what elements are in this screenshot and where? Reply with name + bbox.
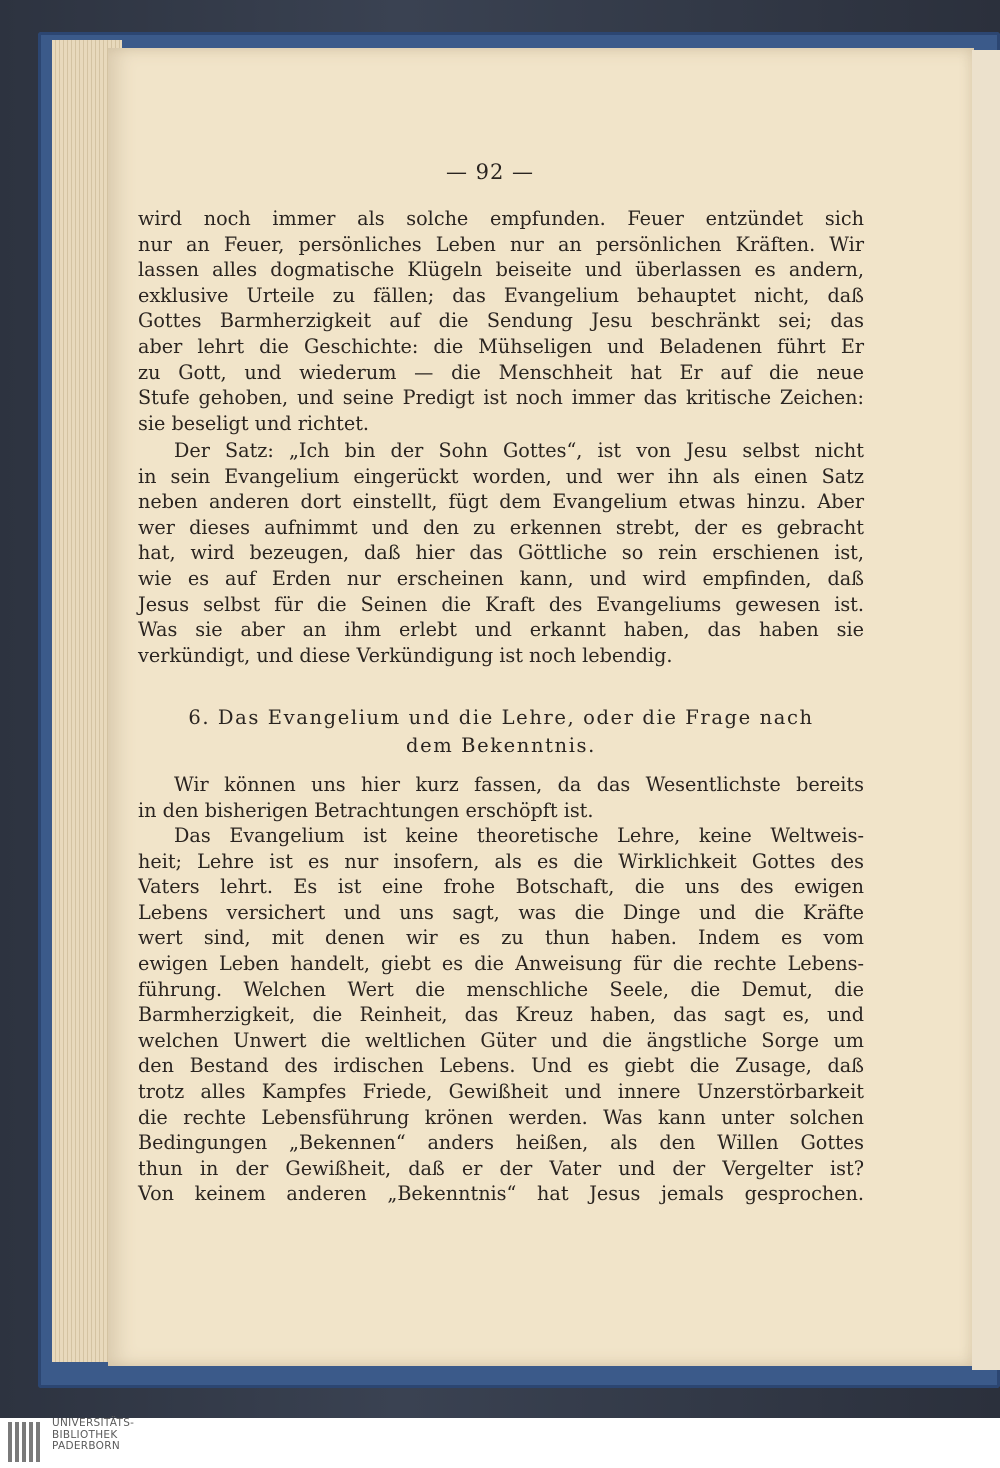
paragraph-1 xyxy=(138,206,864,436)
library-name-line: BIBLIOTHEK xyxy=(52,1428,118,1441)
text-line: führung. Welchen Wert die menschliche Seele, die Demut, die xyxy=(138,977,864,1001)
paragraph-3 xyxy=(138,772,864,823)
text-line: wie es auf Erden nur erscheinen kann, und wird empfinden, daß xyxy=(138,566,864,590)
text-line: nur an Feuer, persönliches Leben nur an persönlichen Kräften. Wir xyxy=(138,232,864,256)
text-line: Barmherzigkeit, die Reinheit, das Kreuz haben, das sagt es, und xyxy=(138,1003,864,1027)
paragraph-4 xyxy=(138,823,864,1207)
text-line: wer dieses aufnimmt und den zu erkennen strebt, der es gebracht xyxy=(138,515,864,539)
text-line: Bedingungen „Bekennen“ anders heißen, als den Willen Gottes xyxy=(138,1131,864,1155)
library-logo-icon xyxy=(6,1420,46,1464)
text-line: Was sie aber an ihm erlebt und erkannt haben, das haben sie xyxy=(138,618,864,642)
text-line: lassen alles dogmatische Klügeln beiseite und überlassen es andern, xyxy=(138,258,864,282)
text-line: wird noch immer als solche empfunden. Feuer entzündet sich xyxy=(138,207,864,230)
library-name xyxy=(52,1418,134,1453)
text-line: sie beseligt und richtet. xyxy=(138,411,370,435)
facing-page-edge xyxy=(972,50,1000,1370)
page-number: — 92 — xyxy=(445,160,535,184)
text-line: exklusive Urteile zu fällen; das Evangelium behauptet nicht, daß xyxy=(138,283,864,307)
text-line: Wir können uns hier kurz fassen, da das Wesentlichste bereits xyxy=(174,773,864,796)
text-line: in sein Evangelium eingerückt worden, und wer ihn als einen Satz xyxy=(138,464,864,488)
text-line: Vaters lehrt. Es ist eine frohe Botschaft, die uns des ewigen xyxy=(138,875,864,899)
text-line: aber lehrt die Geschichte: die Mühseligen und Beladenen führt Er xyxy=(138,334,864,358)
text-line: zu Gott, und wiederum — die Menschheit hat Er auf die neue xyxy=(138,360,864,384)
text-line: die rechte Lebensführung krönen werden. Was kann unter solchen xyxy=(138,1105,864,1129)
text-line: Gottes Barmherzigkeit auf die Sendung Jesu beschränkt sei; das xyxy=(138,309,864,333)
heading-line-2: dem Bekenntnis. xyxy=(406,734,596,757)
text-line: hat, wird bezeugen, daß hier das Göttliche so rein erschienen ist, xyxy=(138,541,864,565)
section-heading xyxy=(138,704,864,760)
footer-bar xyxy=(0,1418,1000,1468)
text-line: heit; Lehre ist es nur insofern, als es die Wirklichkeit Gottes des xyxy=(138,849,864,873)
text-line: wert sind, mit denen wir es zu thun haben. Indem es vom xyxy=(138,926,864,950)
text-line: den Bestand des irdischen Lebens. Und es giebt die Zusage, daß xyxy=(138,1054,864,1078)
text-line: trotz alles Kampfes Friede, Gewißheit und innere Unzerstörbarkeit xyxy=(138,1079,864,1103)
text-line: welchen Unwert die weltlichen Güter und die ängstliche Sorge um xyxy=(138,1028,864,1052)
text-line: Stufe gehoben, und seine Predigt ist noch immer das kritische Zeichen: xyxy=(138,386,864,410)
text-line: ewigen Leben handelt, giebt es die Anweisung für die rechte Lebens- xyxy=(138,951,864,975)
text-line: Das Evangelium ist keine theoretische Lehre, keine Weltweis- xyxy=(174,824,864,847)
text-line: Von keinem anderen „Bekenntnis“ hat Jesus jemals gesprochen. xyxy=(138,1182,864,1206)
paragraph-2 xyxy=(138,438,864,668)
text-line: verkündigt, und diese Verkündigung ist noch lebendig. xyxy=(138,643,673,667)
text-line: Jesus selbst für die Seinen die Kraft des Evangeliums gewesen ist. xyxy=(138,592,864,616)
library-name-line: UNIVERSITÄTS- xyxy=(52,1417,135,1429)
text-line: neben anderen dort einstellt, fügt dem Evangelium etwas hinzu. Aber xyxy=(138,490,864,514)
heading-line-1: 6. Das Evangelium und die Lehre, oder die Frage nach xyxy=(188,706,814,729)
text-line: Lebens versichert und uns sagt, was die Dinge und die Kräfte xyxy=(138,900,864,924)
text-line: thun in der Gewißheit, daß er der Vater und der Vergelter ist? xyxy=(138,1156,864,1180)
library-name-line: PADERBORN xyxy=(52,1440,120,1452)
text-line: Der Satz: „Ich bin der Sohn Gottes“, ist von Jesu selbst nicht xyxy=(174,439,864,462)
text-line: in den bisherigen Betrachtungen erschöpft ist. xyxy=(138,798,594,822)
